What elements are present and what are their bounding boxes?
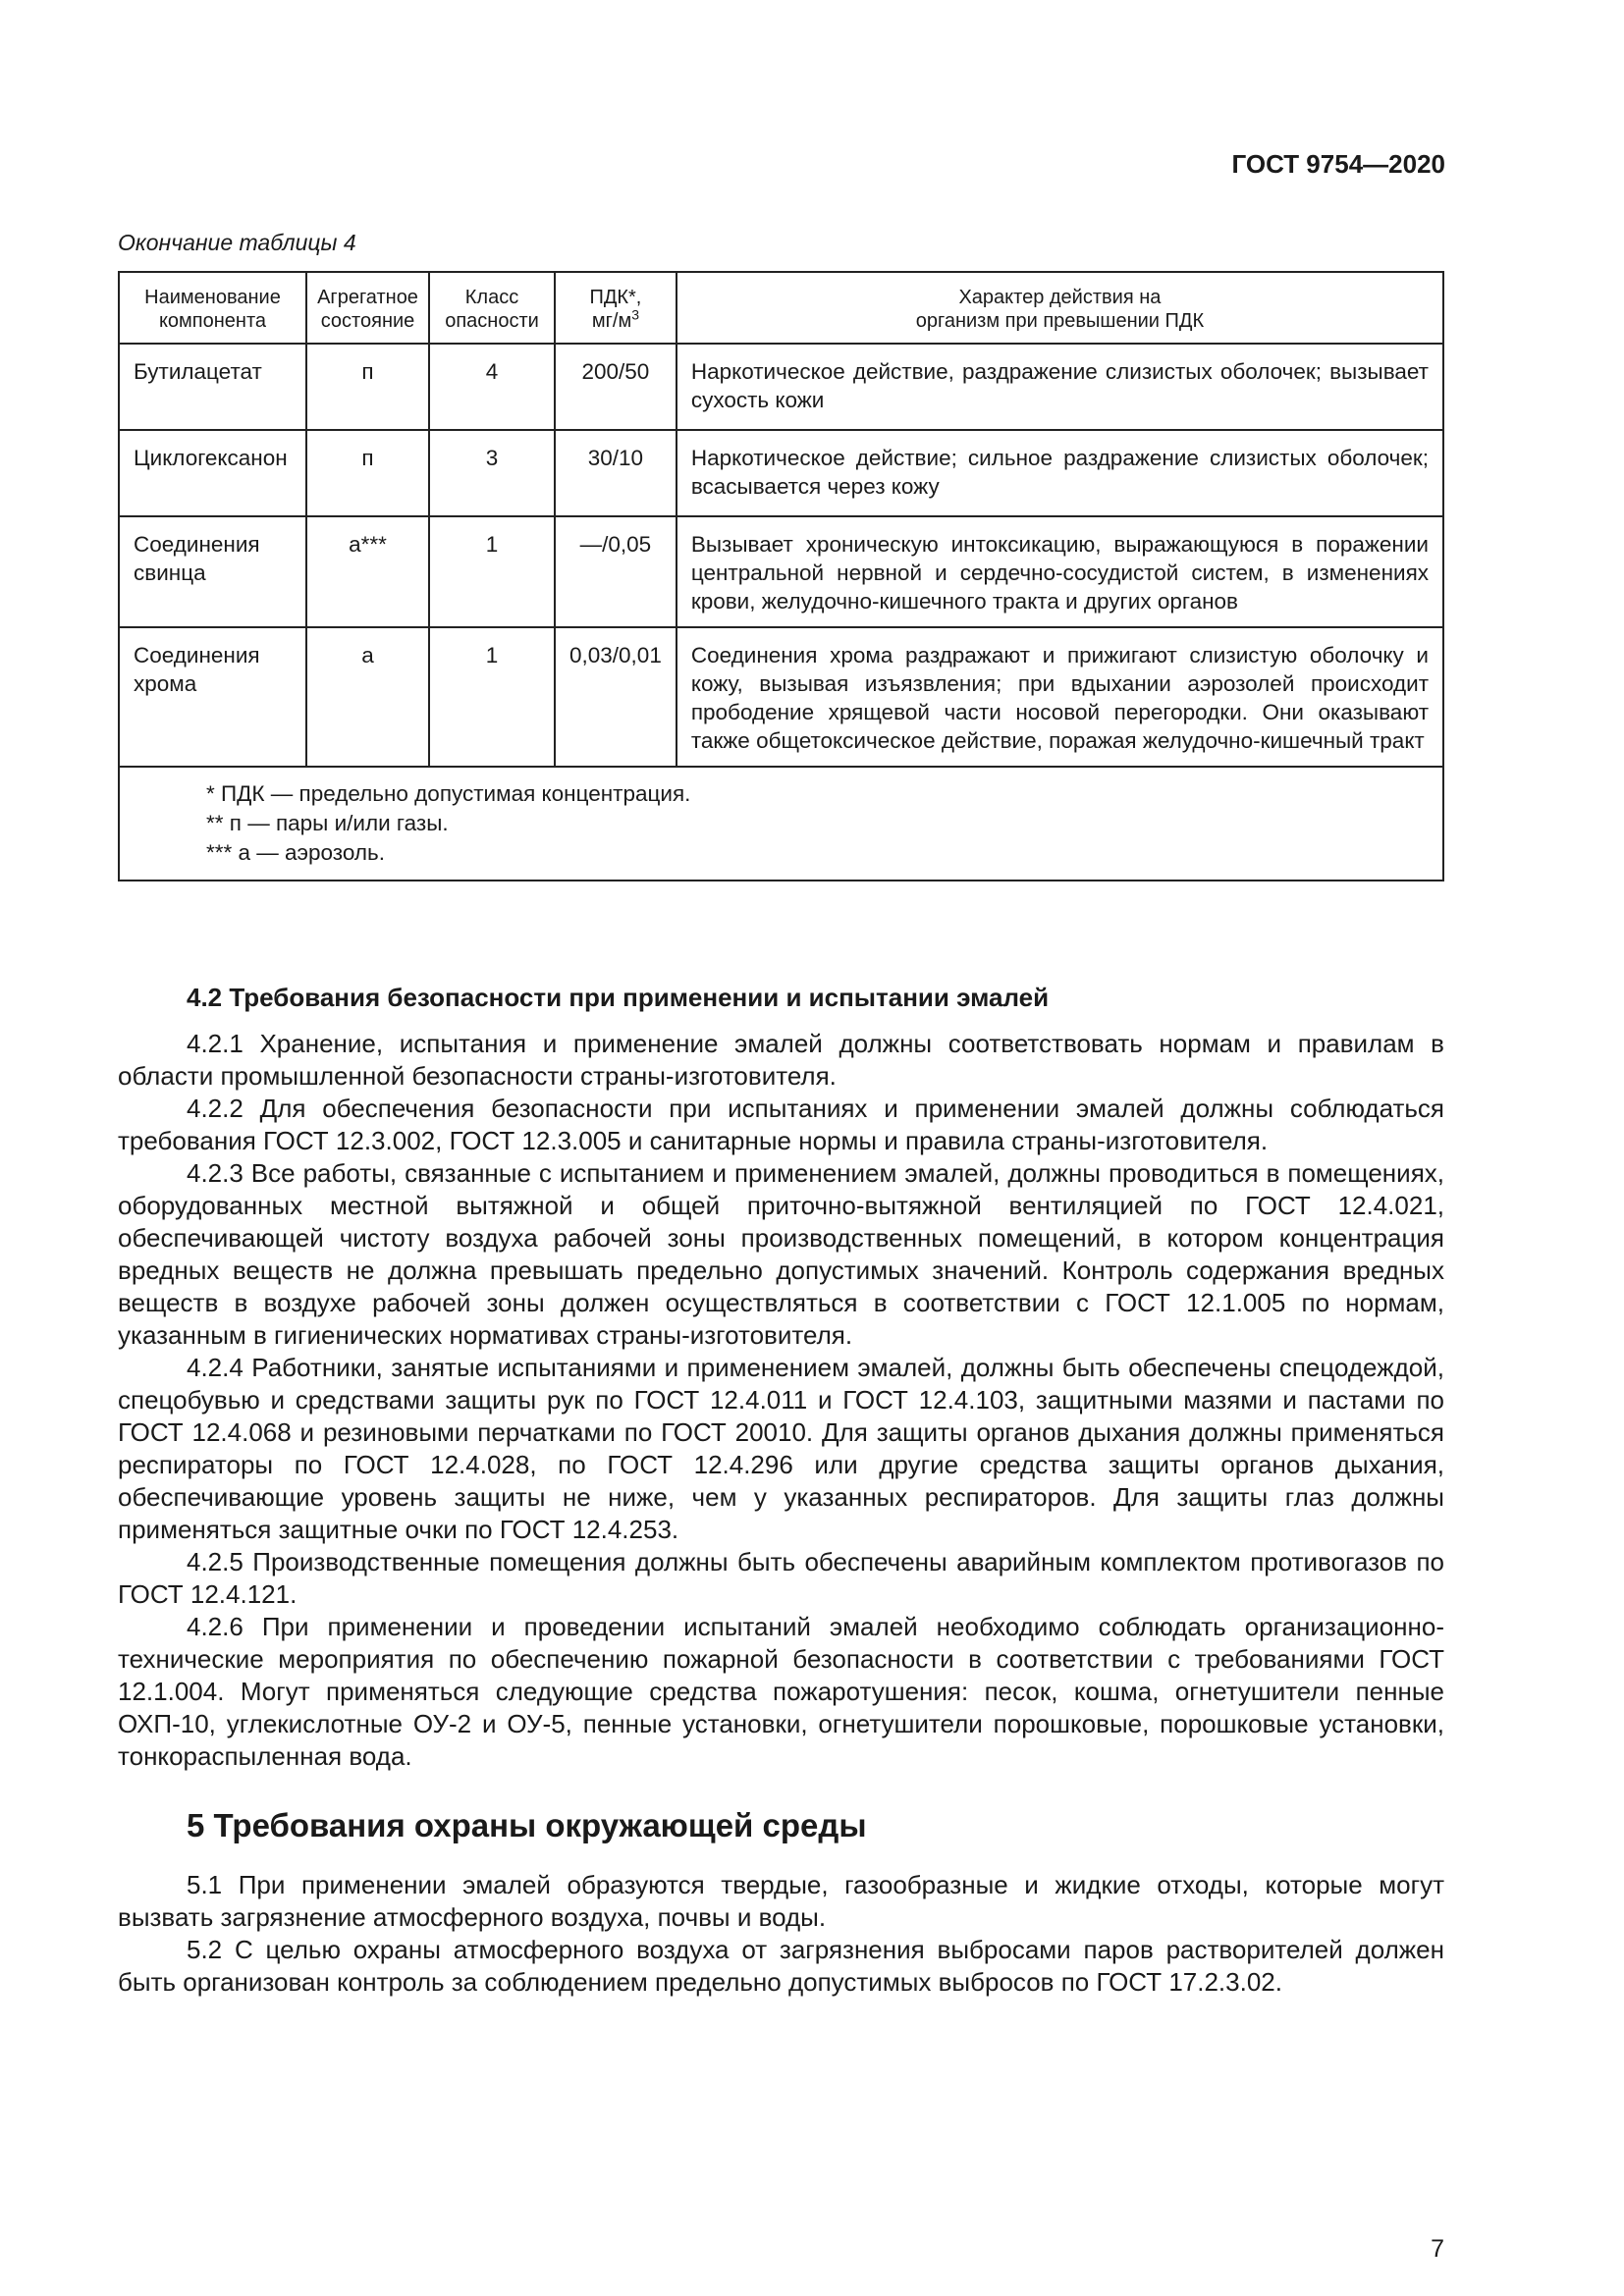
paragraph-4-2-3: 4.2.3 Все работы, связанные с испытанием и применением эмалей, должны проводиться в помещениях, оборудованных местной вытяжной и общей приточно-вытяжной вентиляцией по ГОСТ 12.4.021, обеспечивающей чистоту воздуха рабочей зоны производственных помещений, в котором концентрация вредных веществ не должна превышать предельно допустимых значений. Контроль содержания вредных веществ в воздухе рабочей зоны должен осуществляться в соответствии с ГОСТ 12.1.005 по нормам, указанным в гигиенических нормативах страны-изготовителя. bbox=[118, 1158, 1444, 1350]
toxicity-table bbox=[118, 271, 1444, 881]
header-state: Агрегатное состояние bbox=[306, 272, 429, 344]
table-notes bbox=[119, 767, 1443, 881]
paragraph-4-2-2: 4.2.2 Для обеспечения безопасности при испытаниях и применении эмалей должны соблюдаться требования ГОСТ 12.3.002, ГОСТ 12.3.005 и санитарные нормы и правила страны-изготовителя. bbox=[118, 1094, 1444, 1155]
note-line: *** а — аэрозоль. bbox=[206, 840, 385, 865]
cell-state: а*** bbox=[306, 516, 429, 627]
cell-class: 1 bbox=[429, 627, 555, 767]
cell-name: Циклогексанон bbox=[119, 430, 306, 516]
paragraph-4-2-6: 4.2.6 При применении и проведении испытаний эмалей необходимо соблюдать организационно-технические мероприятия по обеспечению пожарной безопасности в соответствии с требованиями ГОСТ 12.1.004. Могут применяться следующие средства пожаротушения: песок, кошма, огнетушители пенные ОХП-10, углекислотные ОУ-2 и ОУ-5, пенные установки, огнетушители порошковые, порошковые установки, тонкораспыленная вода. bbox=[118, 1612, 1444, 1771]
table-caption: Окончание таблицы 4 bbox=[118, 230, 356, 255]
cell-name: Соединения свинца bbox=[119, 516, 306, 627]
note-line: ** п — пары и/или газы. bbox=[206, 811, 449, 835]
cell-name: Соединения хрома bbox=[119, 627, 306, 767]
cell-pdk: 0,03/0,01 bbox=[555, 627, 677, 767]
cell-effect: Наркотическое действие; сильное раздражение слизистых оболочек; всасывается через кожу bbox=[677, 430, 1443, 516]
cell-state: п bbox=[306, 430, 429, 516]
body-text bbox=[118, 982, 1444, 1999]
header-effect: Характер действия на организм при превышении ПДК bbox=[677, 272, 1443, 344]
cell-class: 3 bbox=[429, 430, 555, 516]
subsection-heading-4-2: 4.2 Требования безопасности при применении и испытании эмалей bbox=[187, 983, 1050, 1012]
table-row bbox=[119, 627, 1443, 767]
table-row bbox=[119, 344, 1443, 430]
cell-pdk: —/0,05 bbox=[555, 516, 677, 627]
table-header-row bbox=[119, 272, 1443, 344]
cell-state: а bbox=[306, 627, 429, 767]
header-class: Класс опасности bbox=[429, 272, 555, 344]
note-line: * ПДК — предельно допустимая концентрация. bbox=[206, 781, 691, 806]
cell-pdk: 200/50 bbox=[555, 344, 677, 430]
header-name: Наименование компонента bbox=[119, 272, 306, 344]
page-number: 7 bbox=[1431, 2235, 1444, 2263]
table-row bbox=[119, 516, 1443, 627]
paragraph-5-2: 5.2 С целью охраны атмосферного воздуха от загрязнения выбросами паров растворителей должен быть организован контроль за соблюдением предельно допустимых выбросов по ГОСТ 17.2.3.02. bbox=[118, 1935, 1444, 1997]
header-pdk: ПДК*, $мг/м^3$ bbox=[555, 272, 677, 344]
cell-effect: Наркотическое действие, раздражение слизистых оболочек; вызывает сухость кожи bbox=[677, 344, 1443, 430]
cell-effect: Вызывает хроническую интоксикацию, выражающуюся в поражении центральной нервной и сердечно-сосудистой систем, в изменениях крови, желудочно-кишечного тракта и других органов bbox=[677, 516, 1443, 627]
cell-class: 1 bbox=[429, 516, 555, 627]
cell-pdk: 30/10 bbox=[555, 430, 677, 516]
cell-state: п bbox=[306, 344, 429, 430]
paragraph-4-2-4: 4.2.4 Работники, занятые испытаниями и применением эмалей, должны быть обеспечены спецодеждой, спецобувью и средствами защиты рук по ГОСТ 12.4.011 и ГОСТ 12.4.103, защитными мазями и пастами по ГОСТ 12.4.068 и резиновыми перчатками по ГОСТ 20010. Для защиты органов дыхания должны применяться респираторы по ГОСТ 12.4.028, по ГОСТ 12.4.296 или другие средства защиты органов дыхания, обеспечивающие уровень защиты не ниже, чем у указанных респираторов. Для защиты глаз должны применяться защитные очки по ГОСТ 12.4.253. bbox=[118, 1353, 1444, 1544]
cell-effect: Соединения хрома раздражают и прижигают слизистую оболочку и кожу, вызывая изъязвления; при вдыхании аэрозолей происходит прободение хрящевой части носовой перегородки. Они оказывают также общетоксическое действие, поражая желудочно-кишечный тракт bbox=[677, 627, 1443, 767]
cell-name: Бутилацетат bbox=[119, 344, 306, 430]
section-heading-5: 5 Требования охраны окружающей среды bbox=[187, 1807, 867, 1843]
cell-class: 4 bbox=[429, 344, 555, 430]
document-id: ГОСТ 9754—2020 bbox=[1231, 149, 1445, 179]
table-notes-row bbox=[119, 767, 1443, 881]
paragraph-4-2-1: 4.2.1 Хранение, испытания и применение эмалей должны соответствовать нормам и правилам в области промышленной безопасности страны-изготовителя. bbox=[118, 1029, 1444, 1091]
table-row bbox=[119, 430, 1443, 516]
paragraph-5-1: 5.1 При применении эмалей образуются твердые, газообразные и жидкие отходы, которые могут вызвать загрязнение атмосферного воздуха, почвы и воды. bbox=[118, 1870, 1444, 1932]
paragraph-4-2-5: 4.2.5 Производственные помещения должны быть обеспечены аварийным комплектом противогазов по ГОСТ 12.4.121. bbox=[118, 1547, 1444, 1609]
